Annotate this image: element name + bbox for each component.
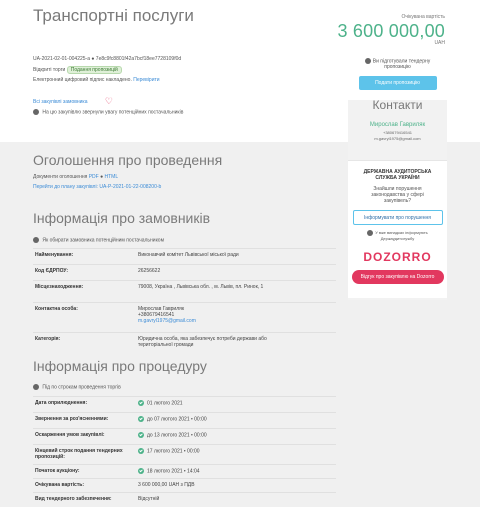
bid-panel (348, 50, 447, 100)
row-value: 18 лютого 2021 • 14:04 (136, 465, 336, 479)
docs-line: Документи оголошення PDF ● HTML (33, 174, 119, 180)
followers-line (33, 109, 183, 115)
audit-panel (348, 160, 447, 240)
row-key: Оскарження умов закупівлі: (33, 429, 136, 445)
row-key: Дата оприлюднення: (33, 397, 136, 413)
contact-email-link[interactable]: m.gavryl1975@gmail.com (138, 318, 196, 324)
announcement-title: Оголошення про проведення (33, 152, 223, 168)
row-value: 26256622 (136, 265, 336, 281)
row-value: Виконавчий комітет Львівської міської ради (136, 249, 336, 265)
row-value: Відсутній (136, 493, 336, 507)
row-value: 3 600 000,00 UAH з ПДВ (136, 479, 336, 493)
status-badge: Подання пропозицій (67, 66, 122, 74)
procedure-note-line (33, 384, 121, 390)
row-key: Контактна особа: (33, 303, 136, 333)
contact-phone: +380679416541 (138, 312, 175, 318)
table-row (33, 493, 336, 507)
dozorro-panel (348, 240, 447, 298)
table-row (33, 429, 336, 445)
row-key: Найменування: (33, 249, 136, 265)
price-value: 3 600 000,00 (337, 21, 445, 41)
row-key: Код ЄДРПОУ: (33, 265, 136, 281)
contacts-panel (348, 98, 447, 160)
table-row (33, 303, 336, 333)
tender-title: Транспортні послуги (33, 6, 194, 25)
table-row (33, 413, 336, 429)
procedure-title: Інформація про процедуру (33, 358, 207, 374)
row-value: 01 лютого 2021 (136, 397, 336, 413)
table-row (33, 281, 336, 303)
row-value: до 07 лютого 2021 • 00:00 (136, 413, 336, 429)
tender-id: UA-2021-02-01-004225-a (33, 56, 90, 62)
row-value (136, 303, 336, 333)
all-purchases-link[interactable]: Всі закупівлі замовника (33, 98, 88, 105)
table-row (33, 249, 336, 265)
docs-pdf-link[interactable]: PDF (88, 174, 99, 180)
report-violation-button[interactable]: Інформувати про порушення (353, 210, 443, 225)
table-row (33, 265, 336, 281)
row-key: Кінцевий строк подання тендерних пропозицій: (33, 445, 136, 465)
row-value: Юридична особа, яка забезпечує потреби держави або територіальної громади (136, 333, 336, 353)
all-purchases-line (33, 96, 113, 107)
bell-icon (33, 109, 39, 115)
docs-html-link[interactable]: HTML (104, 174, 119, 180)
bell-icon (33, 237, 39, 243)
table-row (33, 479, 336, 493)
row-key: Категорія: (33, 333, 136, 353)
audit-text: Знайшли порушення законодавства у сфері закупівель? (371, 186, 424, 204)
heart-icon[interactable]: ♡ (104, 96, 113, 106)
docs-label: Документи оголошення (33, 174, 88, 180)
row-key: Місцезнаходження: (33, 281, 136, 303)
dozorro-logo: DOZORRO (363, 250, 432, 264)
plan-line (33, 184, 161, 190)
tender-hash: 7e8c9fc8801f42a7bcf18ee7728109f0d (95, 56, 182, 62)
contact-person: Мирослав Гавриляк (138, 306, 185, 312)
table-row (33, 397, 336, 413)
price-label: Очікувана вартість (401, 14, 445, 20)
row-key: Очікувана вартість: (33, 479, 136, 493)
check-icon (138, 468, 144, 474)
plan-link[interactable]: Перейти до плану закупівлі: UA-P-2021-01-22-008200-b (33, 184, 162, 190)
row-key: Звернення за роз'ясненнями: (33, 413, 136, 429)
check-icon (138, 416, 144, 422)
row-key: Вид тендерного забезпечення: (33, 493, 136, 507)
row-value: 17 лютого 2021 • 00:00 (136, 445, 336, 465)
signature-verify-link[interactable]: Перевірити (133, 77, 160, 83)
tender-type: Відкриті торги (33, 67, 66, 73)
dozorro-feedback-button[interactable]: Відгук про закупівлю на Dozorro (352, 270, 444, 284)
contacts-title: Контакти (372, 98, 423, 112)
submit-bid-button[interactable]: Подати пропозицію (359, 76, 437, 90)
procedure-note: Під по строкам проведення торгів (42, 384, 121, 391)
followers-note: На цю закупівлю звернули увагу потенційних постачальників (42, 109, 184, 116)
customer-note-line (33, 237, 164, 243)
audit-note: У вже випадках інформують Держаудитслужбу (356, 230, 439, 241)
customer-table (33, 248, 336, 353)
audit-title: ДЕРЖАВНА АУДИТОРСЬКА СЛУЖБА УКРАЇНИ (363, 169, 432, 181)
check-icon (138, 448, 144, 454)
table-row (33, 333, 336, 353)
contact-name: Мирослав Гавриляк (369, 122, 426, 128)
signature-text: Електронний цифровий підпис накладено. (33, 77, 132, 83)
price-currency: UAH (434, 40, 445, 46)
customer-note: Як обирати замовника потенційним постачальником (42, 237, 165, 244)
table-row (33, 445, 336, 465)
row-value: 79008, Україна , Львівська обл. , м. Львів, пл. Ринок, 1 (136, 281, 336, 303)
table-row (33, 465, 336, 479)
signature-line (33, 77, 160, 83)
bid-note: Ви підготували тендерну пропозицію (356, 58, 439, 70)
sidebar (348, 50, 447, 300)
contact-email: m.gavryl1975@gmail.com (374, 136, 421, 141)
row-key: Початок аукціону: (33, 465, 136, 479)
tender-id-line: UA-2021-02-01-004225-a ● 7e8c9fc8801f42a7bcf18ee7728109f0d (33, 56, 182, 62)
contact-phone: +380679416541 (382, 130, 413, 135)
procedure-table (33, 396, 336, 507)
row-value: до 13 лютого 2021 • 00:00 (136, 429, 336, 445)
check-icon (138, 400, 144, 406)
check-icon (138, 432, 144, 438)
tender-status-line (33, 66, 122, 74)
info-icon (365, 58, 371, 64)
customer-title: Інформація про замовників (33, 210, 211, 226)
bell-icon (367, 230, 373, 236)
bell-icon (33, 384, 39, 390)
